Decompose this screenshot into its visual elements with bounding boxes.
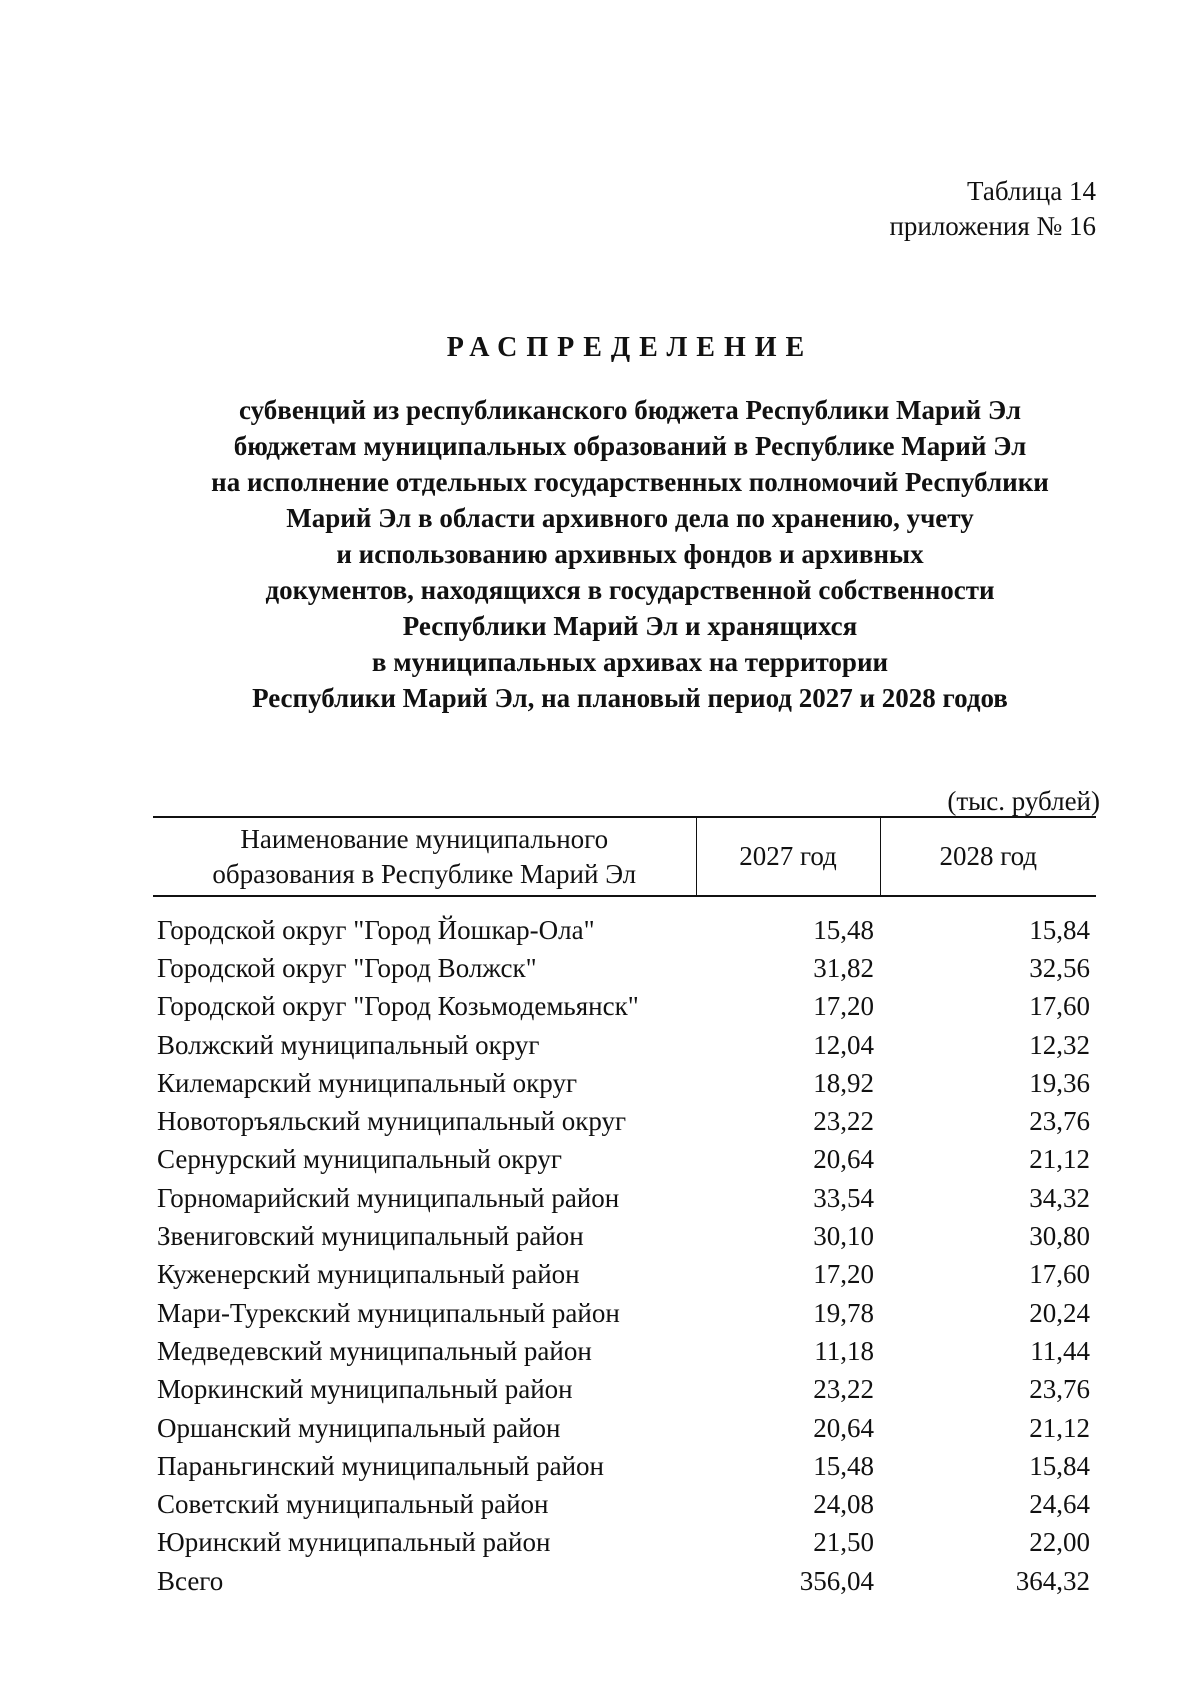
- total-label: Всего: [157, 1565, 224, 1596]
- value-2028: 24,64: [1029, 1489, 1090, 1520]
- table-row: [153, 1064, 1096, 1102]
- value-2027: 31,82: [813, 952, 874, 983]
- municipality-name: Медведевский муниципальный район: [157, 1335, 592, 1366]
- value-2027: 20,64: [813, 1412, 874, 1443]
- table-row: [153, 1256, 1096, 1294]
- value-2028: 34,32: [1029, 1182, 1090, 1213]
- value-2027: 21,50: [813, 1527, 874, 1558]
- value-2028: 19,36: [1029, 1067, 1090, 1098]
- value-2028: 17,60: [1029, 1259, 1090, 1290]
- municipality-name: Новоторъяльский муниципальный округ: [157, 1106, 627, 1137]
- municipality-name: Советский муниципальный район: [157, 1489, 549, 1520]
- subtitle-line: документов, находящихся в государственной собственности: [265, 575, 995, 605]
- subtitle-line: Республики Марий Эл и хранящихся: [402, 611, 858, 641]
- municipality-name: Оршанский муниципальный район: [157, 1412, 561, 1443]
- value-2027: 17,20: [813, 1259, 874, 1290]
- municipality-name: Сернурский муниципальный округ: [157, 1144, 562, 1175]
- value-2027: 30,10: [813, 1221, 874, 1252]
- value-2028: 32,56: [1029, 952, 1090, 983]
- municipality-name: Волжский муниципальный округ: [157, 1029, 540, 1060]
- value-2028: 21,12: [1029, 1144, 1090, 1175]
- municipality-name: Мари-Турекский муниципальный район: [157, 1297, 620, 1328]
- table-row: [153, 949, 1096, 987]
- municipality-name: Городской округ "Город Волжск": [157, 952, 537, 983]
- municipality-name: Городской округ "Город Йошкар-Ола": [157, 914, 595, 945]
- value-2027: 23,22: [813, 1374, 874, 1405]
- value-2028: 15,84: [1029, 914, 1090, 945]
- value-2027: 20,64: [813, 1144, 874, 1175]
- municipality-name: Моркинский муниципальный район: [157, 1374, 573, 1405]
- table-row: [153, 1179, 1096, 1217]
- value-2027: 19,78: [813, 1297, 874, 1328]
- table-row: [153, 1141, 1096, 1179]
- table-row: [153, 1332, 1096, 1370]
- table-reference: [889, 174, 1096, 244]
- value-2027: 15,48: [813, 1450, 874, 1481]
- table-row: [153, 896, 1096, 949]
- subtitle-line: Марий Эл в области архивного дела по хранению, учету: [286, 503, 974, 533]
- subtitle-line: в муниципальных архивах на территории: [371, 647, 889, 677]
- subvention-table: [153, 816, 1096, 1600]
- table-row: [153, 1447, 1096, 1485]
- table-row: [153, 1371, 1096, 1409]
- value-2028: 12,32: [1029, 1029, 1090, 1060]
- header-municipality: [153, 817, 696, 896]
- municipality-name: Звениговский муниципальный район: [157, 1221, 584, 1252]
- table-row: [153, 1217, 1096, 1255]
- subtitle-line: и использованию архивных фондов и архивных: [336, 539, 924, 569]
- value-2027: 12,04: [813, 1029, 874, 1060]
- value-2027: 15,48: [813, 914, 874, 945]
- units-label: (тыс. рублей): [947, 786, 1100, 816]
- subtitle-line: субвенций из республиканского бюджета Республики Марий Эл: [238, 395, 1022, 425]
- reference-table-number: Таблица 14: [967, 176, 1096, 206]
- subtitle-line: на исполнение отдельных государственных полномочий Республики: [211, 467, 1049, 497]
- document-heading: РАСПРЕДЕЛЕНИЕ: [446, 332, 814, 363]
- value-2027: 24,08: [813, 1489, 874, 1520]
- table-header-row: [153, 817, 1096, 896]
- total-2028: 364,32: [1015, 1565, 1090, 1596]
- municipality-name: Юринский муниципальный район: [157, 1527, 551, 1558]
- table-row: [153, 1294, 1096, 1332]
- value-2027: 17,20: [813, 991, 874, 1022]
- value-2028: 22,00: [1029, 1527, 1090, 1558]
- value-2027: 33,54: [813, 1182, 874, 1213]
- municipality-name: Куженерский муниципальный район: [157, 1259, 580, 1290]
- value-2027: 23,22: [813, 1106, 874, 1137]
- value-2028: 20,24: [1029, 1297, 1090, 1328]
- value-2028: 11,44: [1030, 1335, 1090, 1366]
- value-2028: 23,76: [1029, 1374, 1090, 1405]
- total-2027: 356,04: [799, 1565, 874, 1596]
- header-2028: 2028 год: [880, 817, 1096, 896]
- header-2027: 2027 год: [696, 817, 880, 896]
- subtitle-line: бюджетам муниципальных образований в Республике Марий Эл: [233, 431, 1027, 461]
- table-row: [153, 1485, 1096, 1523]
- document-subtitle: [120, 392, 1140, 716]
- header-municipality-line2: образования в Республике Марий Эл: [212, 858, 637, 889]
- municipality-name: Горномарийский муниципальный район: [157, 1182, 620, 1213]
- value-2028: 21,12: [1029, 1412, 1090, 1443]
- value-2027: 18,92: [813, 1067, 874, 1098]
- table-total-row: [153, 1562, 1096, 1600]
- value-2028: 15,84: [1029, 1450, 1090, 1481]
- value-2028: 23,76: [1029, 1106, 1090, 1137]
- table-row: [153, 1409, 1096, 1447]
- reference-appendix-number: приложения № 16: [889, 211, 1096, 241]
- value-2027: 11,18: [814, 1335, 874, 1366]
- table-row: [153, 1102, 1096, 1140]
- municipality-name: Параньгинский муниципальный район: [157, 1450, 604, 1481]
- table-row: [153, 1026, 1096, 1064]
- municipality-name: Городской округ "Город Козьмодемьянск": [157, 991, 639, 1022]
- table-row: [153, 1524, 1096, 1562]
- header-municipality-line1: Наименование муниципального: [240, 823, 609, 854]
- table-row: [153, 988, 1096, 1026]
- subtitle-line: Республики Марий Эл, на плановый период 2027 и 2028 годов: [252, 683, 1008, 713]
- municipality-name: Килемарский муниципальный округ: [157, 1067, 578, 1098]
- value-2028: 17,60: [1029, 991, 1090, 1022]
- value-2028: 30,80: [1029, 1221, 1090, 1252]
